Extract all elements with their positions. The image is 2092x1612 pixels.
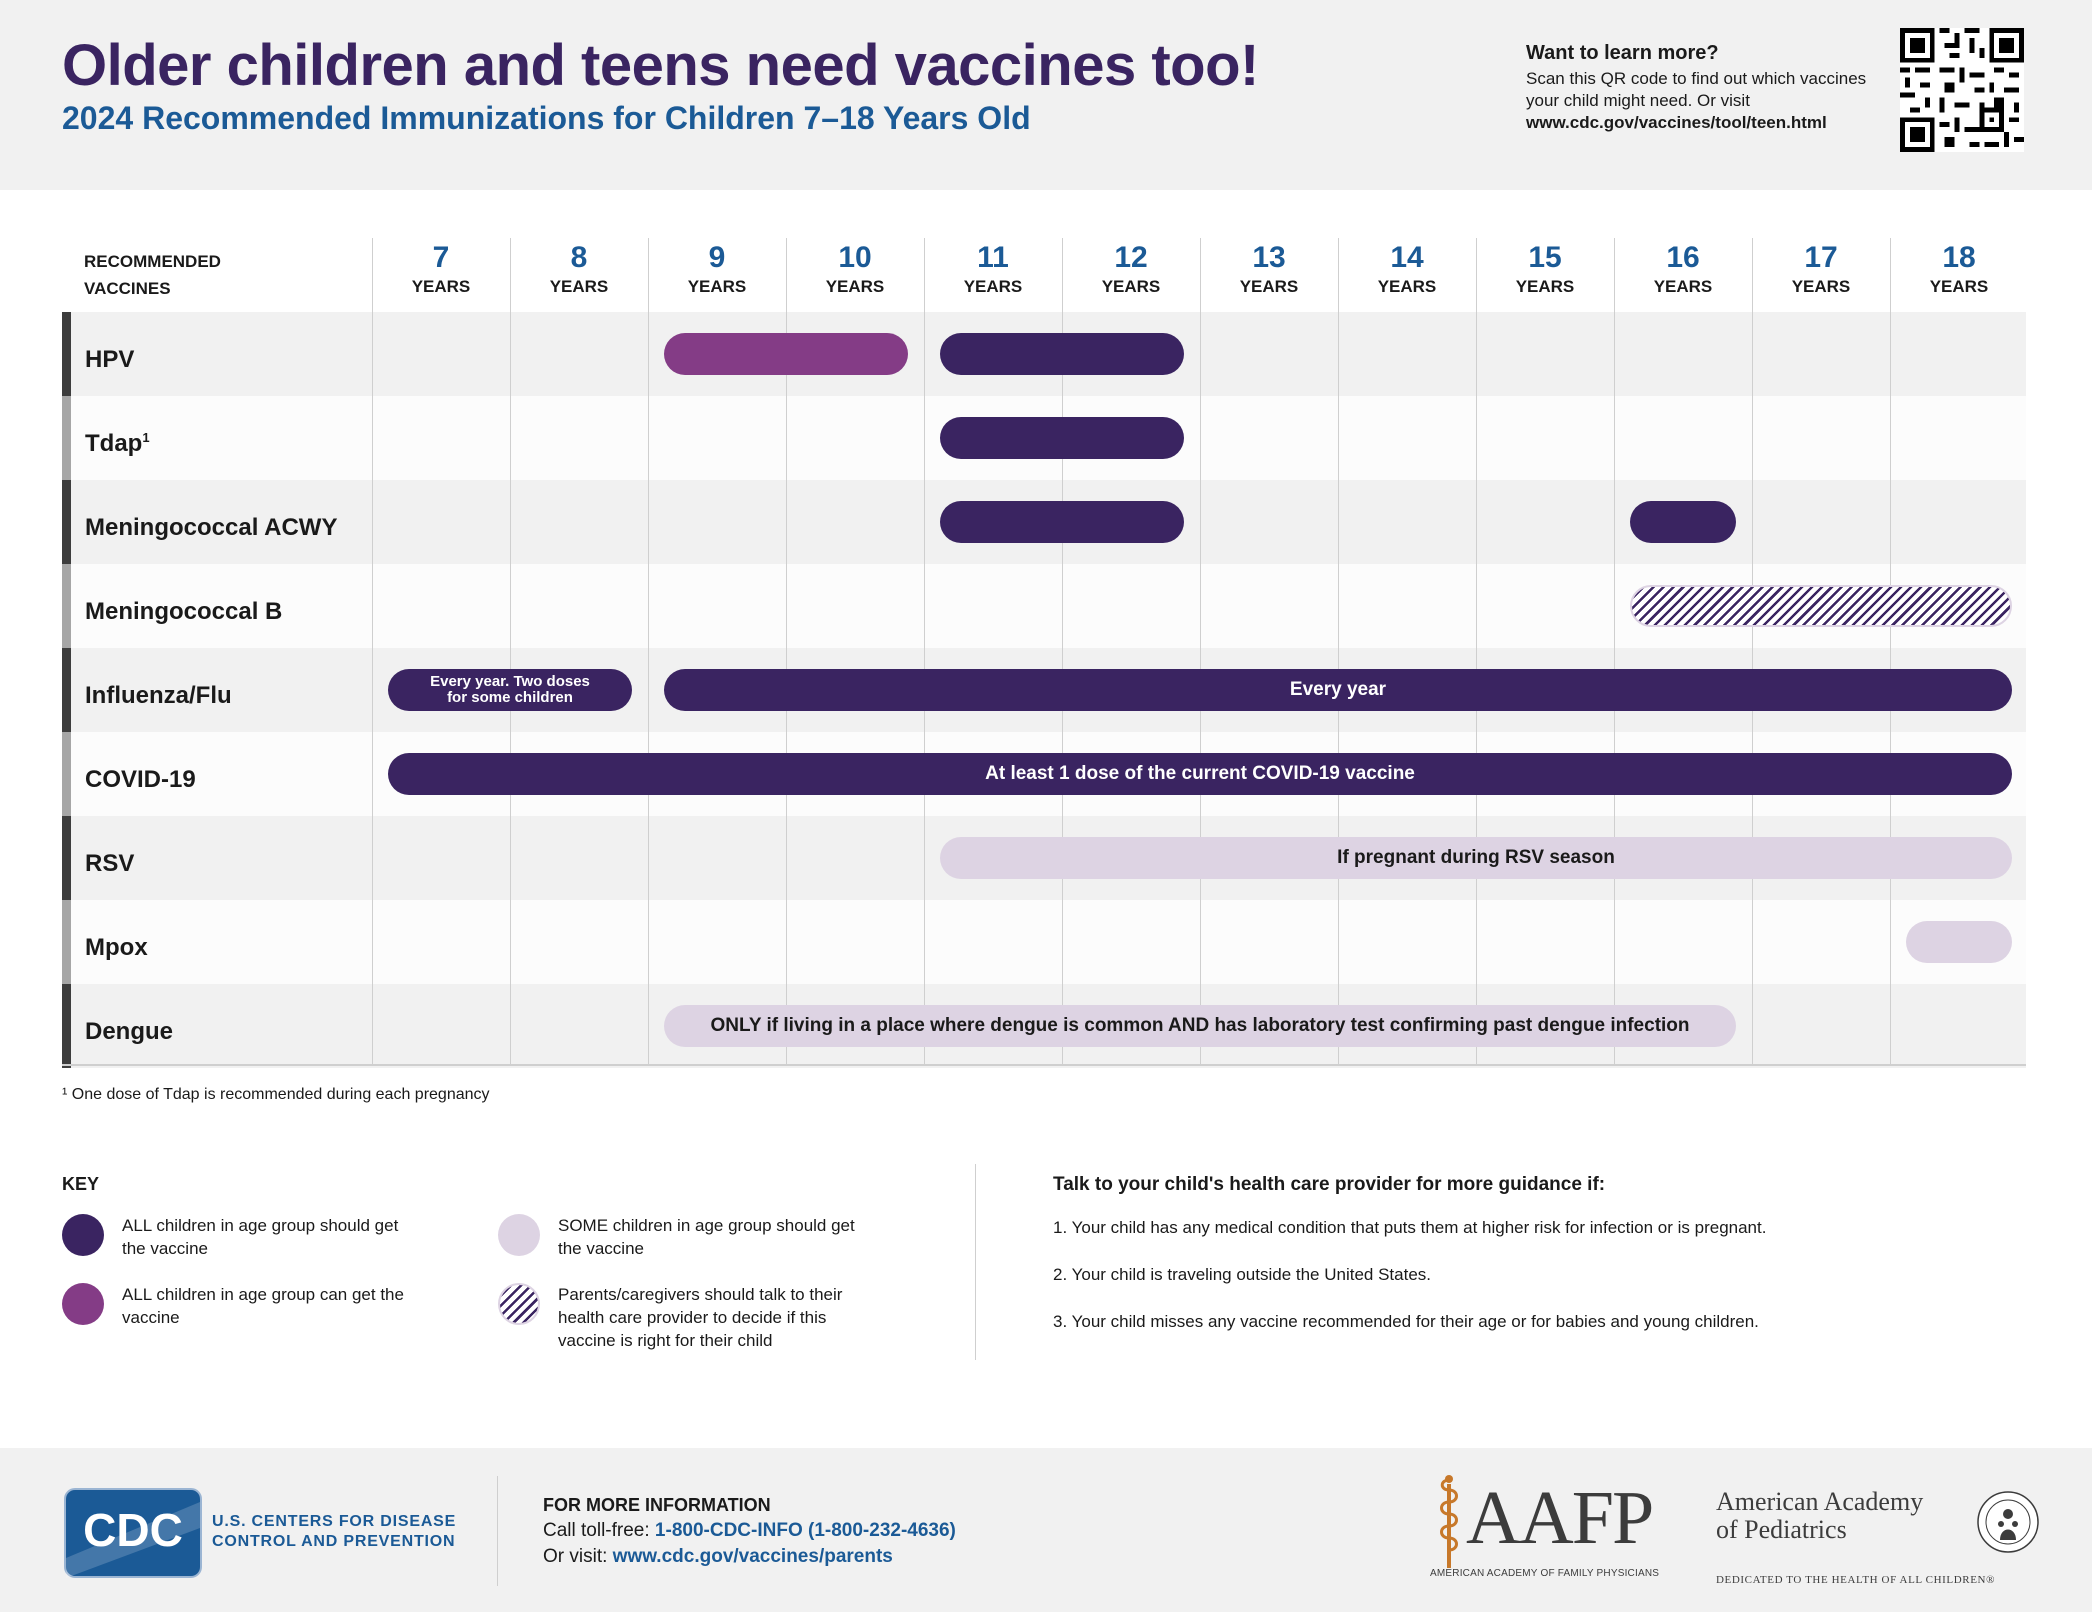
- bar-label: ONLY if living in a place where dengue is common AND has laboratory test confirming past dengue infection: [710, 1015, 1690, 1036]
- header-label-line1: RECOMMENDED: [84, 252, 221, 271]
- vaccine-name-text: HPV: [85, 346, 135, 373]
- age-column-header: [1890, 238, 2028, 312]
- vaccine-name-text: Mpox: [85, 934, 148, 961]
- row-marker: [62, 984, 71, 1068]
- phone-link[interactable]: 1-800-CDC-INFO (1-800-232-4636): [654, 1520, 956, 1541]
- bar-label: Every year: [1289, 679, 1387, 700]
- age-unit: YEARS: [963, 277, 1023, 296]
- age-number: 7: [432, 241, 450, 274]
- key-label: ALL children in age group can get the vaccine: [122, 1285, 404, 1327]
- column-divider: [1614, 238, 1615, 1064]
- vaccine-name: [85, 564, 282, 654]
- schedule-bar-mpox-18-18: [1906, 921, 2012, 963]
- age-unit: YEARS: [1791, 277, 1851, 296]
- age-number: 17: [1804, 241, 1838, 274]
- visit-link[interactable]: www.cdc.gov/vaccines/parents: [612, 1546, 893, 1567]
- footnote: ¹ One dose of Tdap is recommended during each pregnancy: [62, 1086, 490, 1103]
- cdc-logo-text: CDC: [83, 1504, 183, 1556]
- column-divider: [1890, 238, 1891, 1064]
- row-marker: [62, 900, 71, 984]
- age-unit: YEARS: [1101, 277, 1161, 296]
- call-line: [543, 1518, 956, 1544]
- row-marker: [62, 312, 71, 396]
- column-divider: [648, 238, 649, 1064]
- row-marker: [62, 732, 71, 816]
- schedule-bar-influenza-flu-7-8: [388, 669, 632, 711]
- hatched-dot-icon: [498, 1283, 540, 1325]
- schedule-bar-tdap-11-12: [940, 417, 1184, 459]
- age-unit: YEARS: [1515, 277, 1575, 296]
- guidance-block: [1053, 1174, 2013, 1357]
- dark-purple-dot-icon: [62, 1214, 104, 1256]
- schedule-bar-hpv-11-12: [940, 333, 1184, 375]
- row-marker: [62, 480, 71, 564]
- vaccine-name: [85, 816, 134, 906]
- age-number: 10: [838, 241, 872, 274]
- vaccine-name: [85, 480, 337, 570]
- age-number: 14: [1390, 241, 1424, 274]
- cdc-name: [212, 1512, 456, 1552]
- key-label: SOME children in age group should get the vaccine: [558, 1216, 855, 1258]
- guidance-heading: Talk to your child's health care provider for more guidance if:: [1053, 1174, 1606, 1195]
- age-number: 15: [1528, 241, 1562, 274]
- age-column-header: [924, 238, 1062, 312]
- table-row: [62, 900, 2026, 984]
- qr-code-icon[interactable]: [1900, 28, 2024, 152]
- purple-dot-icon: [62, 1283, 104, 1325]
- age-column-header: [648, 238, 786, 312]
- cdc-name-line1: U.S. CENTERS FOR DISEASE: [212, 1513, 457, 1530]
- vaccine-name-text: COVID-19: [85, 766, 196, 793]
- age-column-header: [786, 238, 924, 312]
- age-column-header: [1476, 238, 1614, 312]
- aap-name: [1716, 1488, 1923, 1544]
- age-unit: YEARS: [411, 277, 471, 296]
- age-column-header: [372, 238, 510, 312]
- footer-divider: [497, 1476, 498, 1586]
- more-info-block: [543, 1492, 956, 1570]
- vaccine-name: [85, 732, 196, 822]
- age-number: 16: [1666, 241, 1700, 274]
- schedule-bar-meningococcal-acwy-16-16: [1630, 501, 1736, 543]
- recommended-vaccines-header: [84, 248, 221, 302]
- aafp-wordmark: AAFP: [1466, 1476, 1653, 1560]
- more-info-heading: FOR MORE INFORMATION: [543, 1495, 771, 1515]
- aap-tagline: DEDICATED TO THE HEALTH OF ALL CHILDREN®: [1716, 1574, 1996, 1586]
- schedule-bar-meningococcal-b-16-18: [1630, 585, 2012, 627]
- bar-label: Every year. Two doses: [430, 673, 590, 690]
- immunization-schedule-table: [62, 238, 2026, 1066]
- table-bottom-rule: [62, 1064, 2026, 1066]
- vaccine-name: [85, 984, 173, 1074]
- schedule-bar-rsv-11-18: [940, 837, 2012, 879]
- vaccine-name: [85, 312, 134, 402]
- vaccine-name-text: Meningococcal B: [85, 598, 283, 625]
- column-divider: [510, 238, 511, 1064]
- vaccine-name-text: Dengue: [85, 1018, 174, 1045]
- learn-more-url[interactable]: www.cdc.gov/vaccines/tool/teen.html: [1526, 113, 1827, 132]
- page-title: Older children and teens need vaccines too!: [62, 33, 1259, 98]
- vaccine-name: [85, 900, 148, 990]
- row-marker: [62, 396, 71, 480]
- age-column-header: [510, 238, 648, 312]
- age-number: 18: [1942, 241, 1976, 274]
- age-column-header: [1200, 238, 1338, 312]
- age-unit: YEARS: [687, 277, 747, 296]
- key-label: Parents/caregivers should talk to their health care provider to decide if this vaccine is right for their child: [558, 1285, 843, 1350]
- vaccine-name-text: RSV: [85, 850, 135, 877]
- age-number: 9: [708, 241, 726, 274]
- schedule-bar-meningococcal-acwy-11-12: [940, 501, 1184, 543]
- header-label-line2: VACCINES: [84, 279, 171, 298]
- schedule-bar-hpv-9-10: [664, 333, 908, 375]
- visit-line: [543, 1544, 956, 1570]
- age-unit: YEARS: [1653, 277, 1713, 296]
- vaccine-name-text: Influenza/Flu: [85, 682, 232, 709]
- bar-label: for some children: [447, 689, 573, 706]
- aap-seal-icon: [1976, 1490, 2040, 1554]
- column-divider: [924, 238, 925, 1064]
- learn-more-block: [1526, 42, 1886, 134]
- column-divider: [1752, 238, 1753, 1064]
- footer: [0, 1448, 2092, 1612]
- cdc-name-line2: CONTROL AND PREVENTION: [212, 1533, 456, 1550]
- schedule-bar-influenza-flu-9-18: [664, 669, 2012, 711]
- bar-label: At least 1 dose of the current COVID-19 vaccine: [985, 763, 1415, 784]
- vaccine-name: [85, 396, 150, 486]
- age-column-header: [1062, 238, 1200, 312]
- bar-label: If pregnant during RSV season: [1337, 847, 1615, 868]
- call-label: Call toll-free:: [543, 1520, 655, 1541]
- schedule-bar-covid-19-7-18: [388, 753, 2012, 795]
- row-marker: [62, 564, 71, 648]
- row-marker: [62, 816, 71, 900]
- column-divider: [1200, 238, 1201, 1064]
- cdc-logo[interactable]: [64, 1488, 202, 1578]
- age-number: 8: [570, 241, 588, 274]
- row-marker: [62, 648, 71, 732]
- column-divider: [372, 238, 373, 1064]
- age-column-header: [1614, 238, 1752, 312]
- age-number: 12: [1114, 241, 1148, 274]
- light-purple-dot-icon: [498, 1214, 540, 1256]
- key-heading: KEY: [62, 1174, 100, 1194]
- age-number: 13: [1252, 241, 1286, 274]
- schedule-bar-dengue-9-16: [664, 1005, 1736, 1047]
- age-column-header: [1752, 238, 1890, 312]
- key-divider: [975, 1164, 976, 1360]
- column-divider: [1476, 238, 1477, 1064]
- footnote-marker: 1: [142, 430, 150, 445]
- aafp-tagline: AMERICAN ACADEMY OF FAMILY PHYSICIANS: [1430, 1568, 1660, 1579]
- column-divider: [1338, 238, 1339, 1064]
- age-unit: YEARS: [549, 277, 609, 296]
- aap-logo: [1716, 1488, 2046, 1598]
- guidance-item: 3. Your child misses any vaccine recommended for their age or for babies and young children.: [1053, 1312, 1759, 1331]
- guidance-item: 2. Your child is traveling outside the United States.: [1053, 1265, 1432, 1284]
- age-unit: YEARS: [1929, 277, 1989, 296]
- learn-more-heading: Want to learn more?: [1526, 42, 1719, 64]
- guidance-item: 1. Your child has any medical condition that puts them at higher risk for infection or is pregnant.: [1053, 1218, 1767, 1237]
- vaccine-name: [85, 648, 232, 738]
- age-number: 11: [977, 241, 1009, 274]
- age-unit: YEARS: [825, 277, 885, 296]
- staff-of-asclepius-icon: [1432, 1474, 1466, 1570]
- learn-more-text: Scan this QR code to find out which vaccines your child might need. Or visit: [1526, 69, 1867, 110]
- header-band: [0, 0, 2092, 190]
- age-unit: YEARS: [1377, 277, 1437, 296]
- aap-name-line1: American Academy: [1716, 1487, 1924, 1516]
- vaccine-name-text: Meningococcal ACWY: [85, 514, 338, 541]
- aafp-logo: [1428, 1470, 1668, 1590]
- key-label: ALL children in age group should get the vaccine: [122, 1216, 399, 1258]
- age-unit: YEARS: [1239, 277, 1299, 296]
- visit-label: Or visit:: [543, 1546, 613, 1567]
- page-subtitle: 2024 Recommended Immunizations for Children 7–18 Years Old: [62, 100, 1031, 136]
- vaccine-name-text: Tdap: [85, 430, 143, 457]
- aap-name-line2: of Pediatrics: [1716, 1515, 1847, 1544]
- age-column-header: [1338, 238, 1476, 312]
